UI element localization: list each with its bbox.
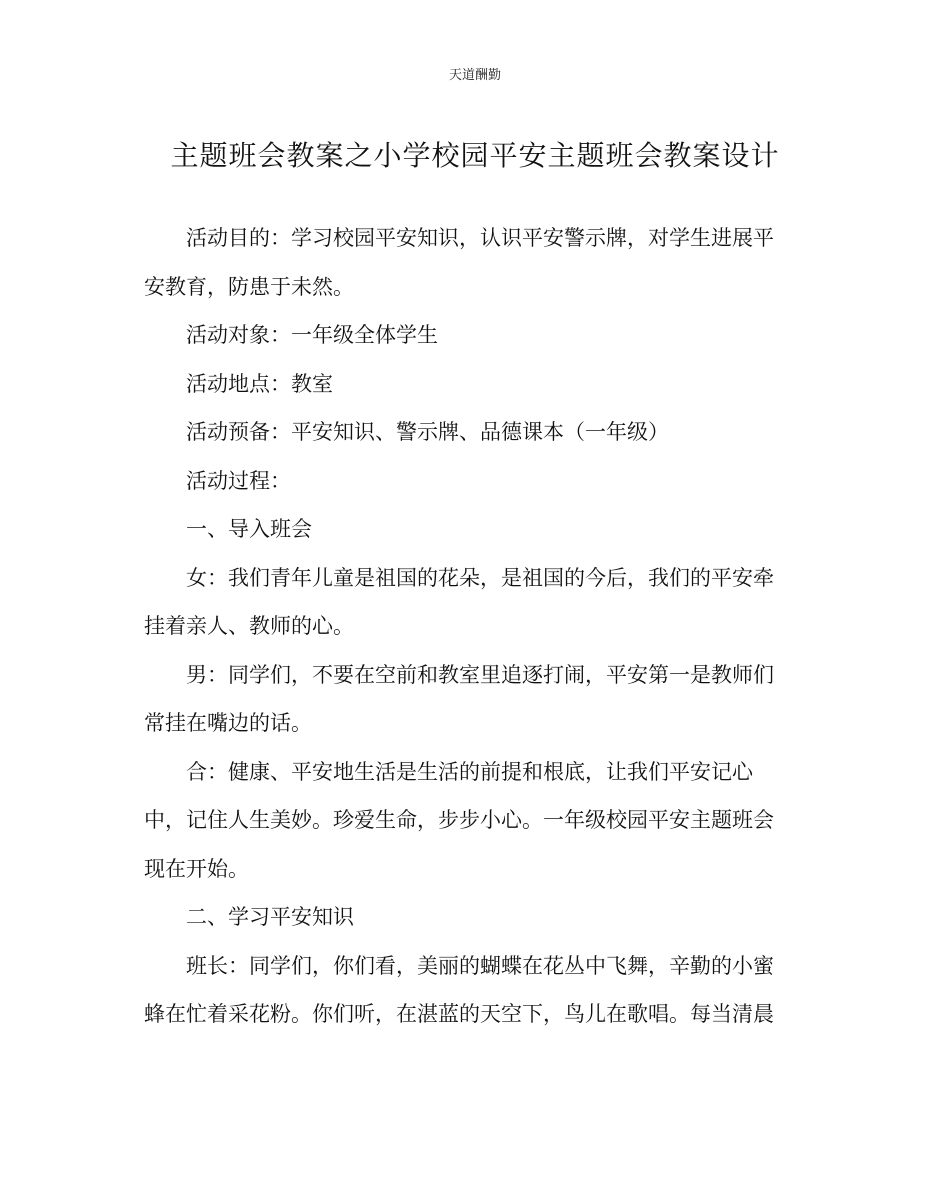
paragraph-monitor-line: 班长：同学们，你们看，美丽的蝴蝶在花丛中飞舞，辛勤的小蜜 蜂在忙着采花粉。你们听，在湛蓝的天空下，鸟儿在歌唱。每当清晨 xyxy=(144,953,774,1026)
page-header: 天道酬勤 xyxy=(448,68,501,83)
paragraph-male-line: 男：同学们，不要在空前和教室里追逐打闹，平安第一是教师们 常挂在嘴边的话。 xyxy=(144,662,774,735)
section-heading-intro: 一、导入班会 xyxy=(186,517,312,541)
paragraph-activity-goal: 活动目的：学习校园平安知识，认识平安警示牌，对学生进展平 安教育，防患于未然。 xyxy=(144,226,774,299)
paragraph-activity-location: 活动地点：教室 xyxy=(186,371,333,396)
paragraph-activity-process: 活动过程： xyxy=(186,468,291,493)
section-heading-learn-safety: 二、学习平安知识 xyxy=(186,905,354,929)
paragraph-together-line: 合：健康、平安地生活是生活的前提和根底，让我们平安记心 中，记住人生美妙。珍爱生命，步步小心。一年级校园平安主题班会 现在开始。 xyxy=(144,759,774,881)
document-title: 主题班会教案之小学校园平安主题班会教案设计 xyxy=(170,139,780,172)
paragraph-activity-preparation: 活动预备：平安知识、警示牌、品德课本（一年级） xyxy=(186,420,669,444)
paragraph-female-line: 女：我们青年儿童是祖国的花朵，是祖国的今后，我们的平安牵 挂着亲人、教师的心。 xyxy=(144,565,774,638)
document-body xyxy=(144,214,804,1039)
paragraph-activity-target: 活动对象：一年级全体学生 xyxy=(186,323,438,347)
